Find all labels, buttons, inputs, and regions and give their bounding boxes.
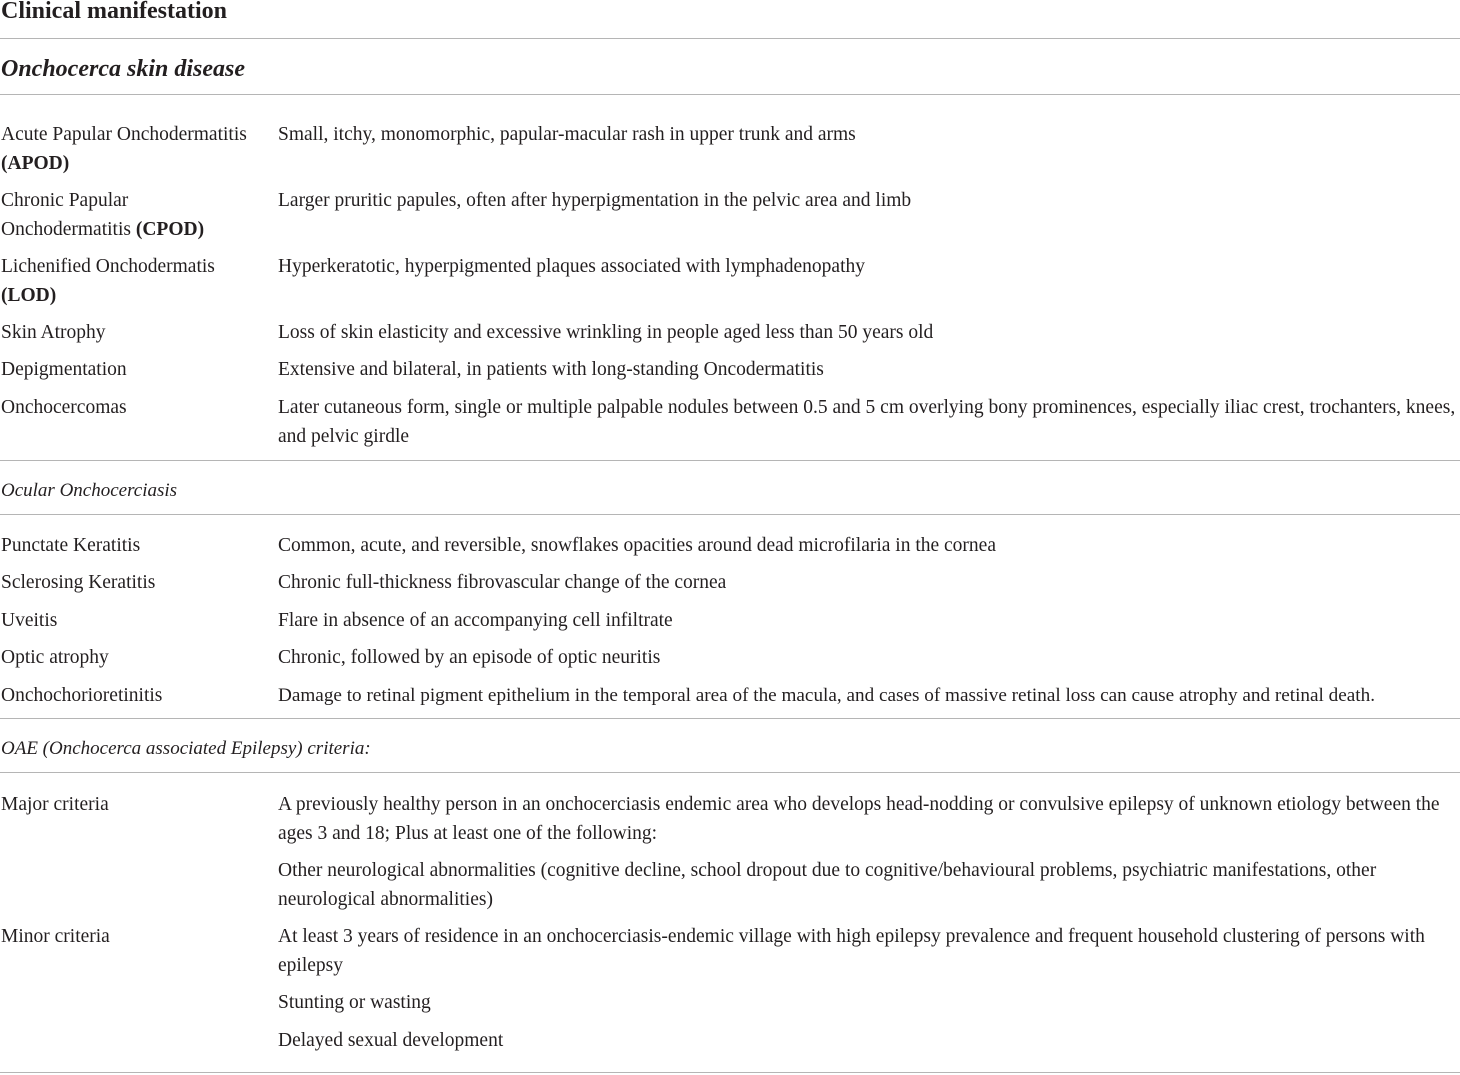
row-term: Optic atrophy: [1, 647, 109, 668]
row-term: Onchochorioretinitis: [1, 685, 163, 706]
row-term: Uveitis: [1, 610, 58, 631]
row-term: Acute Papular Onchodermatitis (APOD): [1, 124, 247, 174]
row-description: Damage to retinal pigment epithelium in the temporal area of the macula, and cases of massive retinal loss can cause atrophy and retinal death.: [278, 685, 1376, 706]
row-term: Chronic Papular Onchodermatitis (CPOD): [1, 190, 205, 240]
row-description-extra: Other neurological abnormalities (cognitive decline, school dropout due to cognitive/behavioural problems, psychiatric manifestations, other neurological abnormalities): [278, 860, 1377, 910]
section-heading-ocular: Ocular Onchocerciasis: [1, 480, 178, 501]
row-description: Hyperkeratotic, hyperpigmented plaques associated with lymphadenopathy: [278, 256, 865, 277]
row-description: Flare in absence of an accompanying cell infiltrate: [278, 610, 673, 631]
row-description-extra: Delayed sexual development: [278, 1030, 504, 1051]
divider: [0, 94, 1460, 95]
row-description-extra: Stunting or wasting: [278, 992, 431, 1013]
row-description: At least 3 years of residence in an onchocerciasis-endemic village with high epilepsy prevalence and frequent household clustering of persons with epilepsy: [278, 926, 1425, 976]
divider: [0, 38, 1460, 39]
row-description: Small, itchy, monomorphic, papular-macular rash in upper trunk and arms: [278, 124, 856, 145]
row-term: Onchocercomas: [1, 397, 127, 418]
divider: [0, 718, 1460, 719]
divider: [0, 514, 1460, 515]
row-description: Common, acute, and reversible, snowflakes opacities around dead microfilaria in the cornea: [278, 535, 996, 556]
row-term: Major criteria: [1, 794, 109, 815]
row-term: Minor criteria: [1, 926, 110, 947]
row-term: Depigmentation: [1, 359, 127, 380]
divider: [0, 772, 1460, 773]
row-description: Later cutaneous form, single or multiple palpable nodules between 0.5 and 5 cm overlying bony prominences, especially iliac crest, trochanters, knees, and pelvic girdle: [278, 397, 1456, 447]
row-term: Lichenified Onchodermatis (LOD): [1, 256, 215, 306]
row-description: Chronic, followed by an episode of optic neuritis: [278, 647, 661, 668]
row-description: Extensive and bilateral, in patients with long-standing Oncodermatitis: [278, 359, 824, 380]
section-heading-skin: Onchocerca skin disease: [1, 56, 245, 82]
divider: [0, 1072, 1460, 1073]
section-heading-oae: OAE (Onchocerca associated Epilepsy) criteria:: [1, 738, 371, 759]
row-description: A previously healthy person in an onchocerciasis endemic area who develops head-nodding or convulsive epilepsy of unknown etiology between the ages 3 and 18; Plus at least one of the following:: [278, 794, 1440, 844]
row-term: Skin Atrophy: [1, 322, 106, 343]
divider: [0, 460, 1460, 461]
row-description: Larger pruritic papules, often after hyperpigmentation in the pelvic area and limb: [278, 190, 912, 211]
table-title: Clinical manifestation: [1, 0, 227, 24]
row-description: Chronic full-thickness fibrovascular change of the cornea: [278, 572, 727, 593]
row-term: Punctate Keratitis: [1, 535, 141, 556]
row-description: Loss of skin elasticity and excessive wrinkling in people aged less than 50 years old: [278, 322, 934, 343]
row-term: Sclerosing Keratitis: [1, 572, 156, 593]
